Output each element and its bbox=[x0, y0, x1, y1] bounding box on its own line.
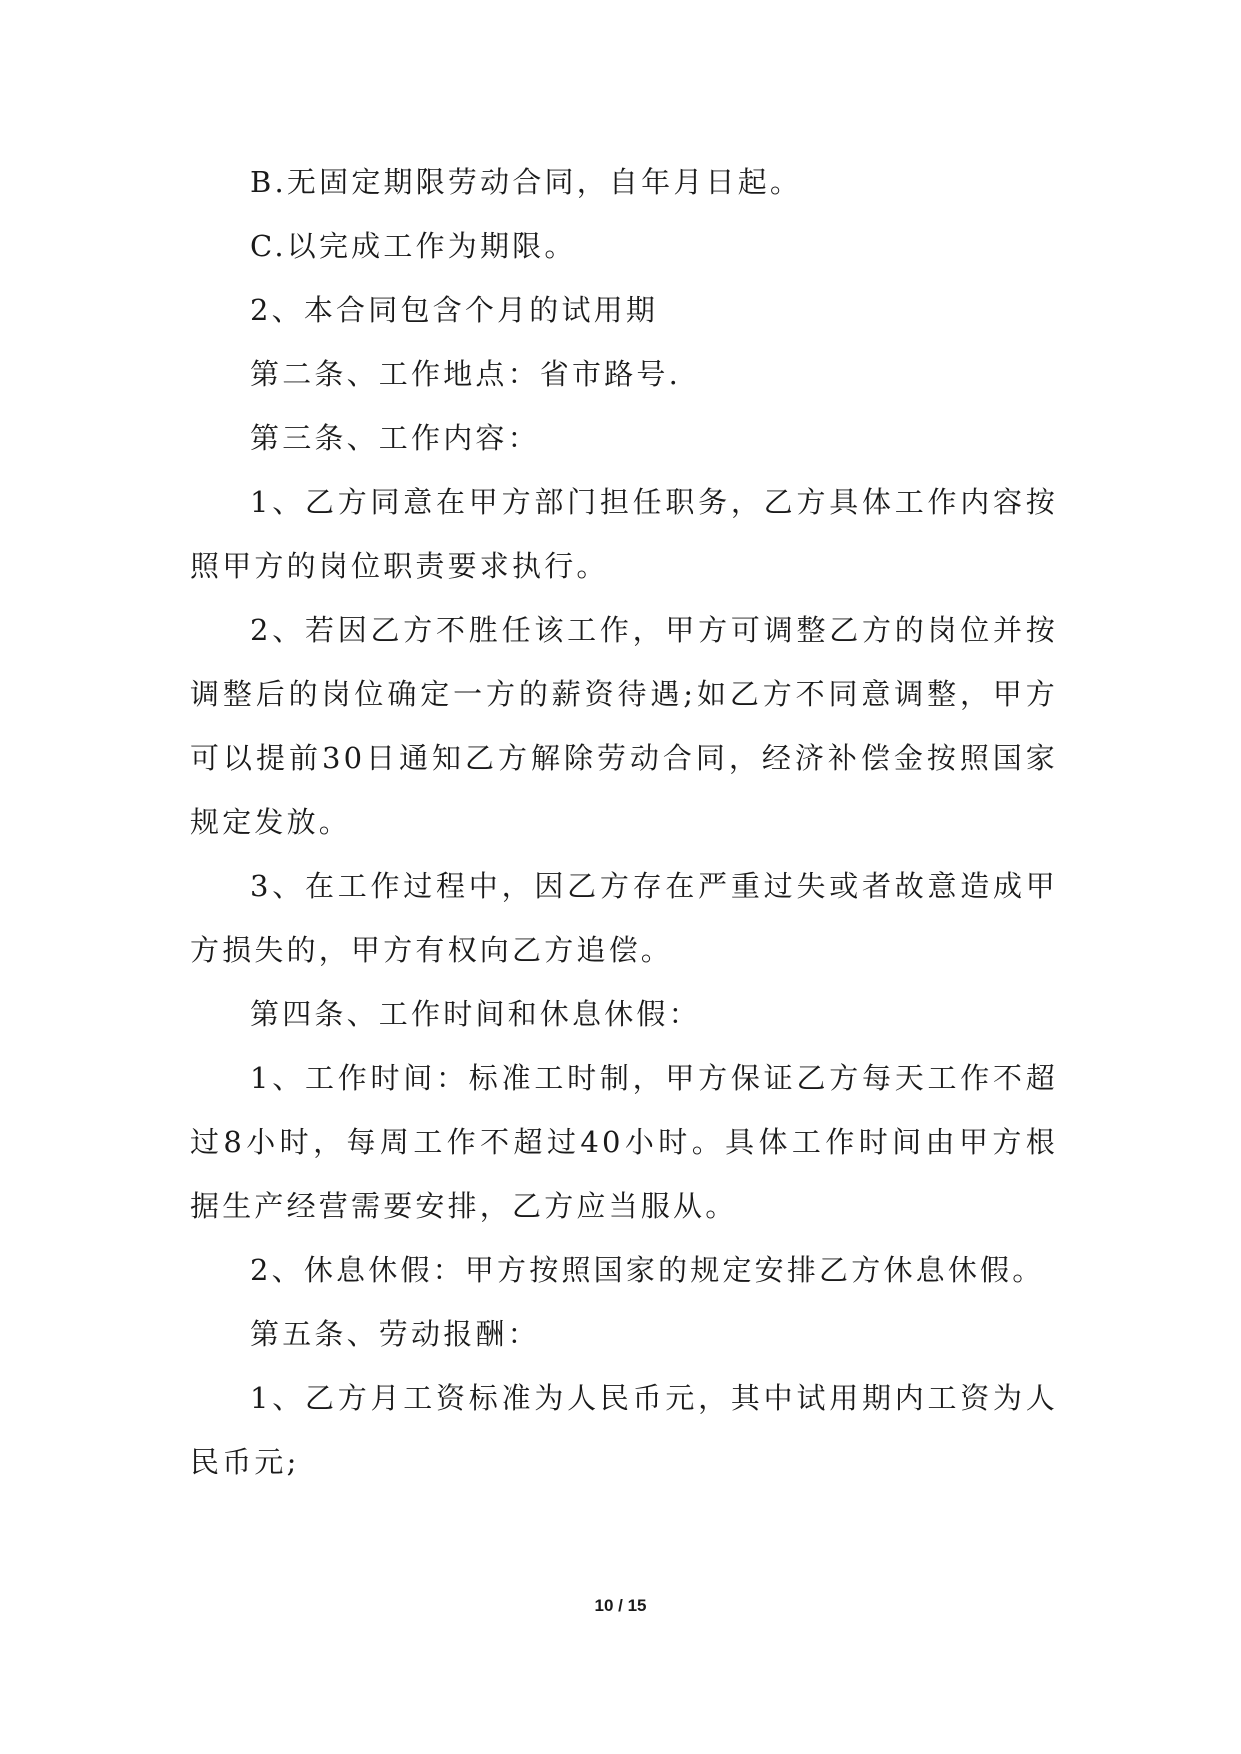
heading-article-5: 第五条、劳动报酬： bbox=[250, 1317, 540, 1351]
paragraph-article-4-item-1: 1、工作时间：标准工时制，甲方保证乙方每天工作不超过8小时，每周工作不超过40小时。具体工作时间由甲方根据生产经营需要安排，乙方应当服从。 bbox=[190, 1061, 1058, 1223]
paragraph-article-3-item-1: 1、乙方同意在甲方部门担任职务，乙方具体工作内容按照甲方的岗位职责要求执行。 bbox=[190, 485, 1058, 583]
paragraph-probation: 2、本合同包含个月的试用期 bbox=[250, 293, 659, 327]
paragraph-contract-type-b: B.无固定期限劳动合同，自年月日起。 bbox=[250, 165, 803, 199]
paragraph-article-3-item-3: 3、在工作过程中，因乙方存在严重过失或者故意造成甲方损失的，甲方有权向乙方追偿。 bbox=[190, 869, 1058, 967]
heading-article-2: 第二条、工作地点：省市路号. bbox=[250, 357, 682, 391]
paragraph-contract-type-c: C.以完成工作为期限。 bbox=[250, 229, 577, 263]
paragraph-article-5-item-1: 1、乙方月工资标准为人民币元，其中试用期内工资为人民币元; bbox=[190, 1381, 1058, 1479]
document-body bbox=[190, 150, 1058, 1494]
paragraph-article-4-item-2: 2、休息休假：甲方按照国家的规定安排乙方休息休假。 bbox=[250, 1253, 1045, 1287]
paragraph-article-3-item-2: 2、若因乙方不胜任该工作，甲方可调整乙方的岗位并按调整后的岗位确定一方的薪资待遇;如乙方不同意调整，甲方可以提前30日通知乙方解除劳动合同，经济补偿金按照国家规定发放。 bbox=[190, 613, 1058, 839]
heading-article-3: 第三条、工作内容： bbox=[250, 421, 540, 455]
page-number: 10 / 15 bbox=[594, 1596, 647, 1615]
heading-article-4: 第四条、工作时间和休息休假： bbox=[250, 997, 701, 1031]
